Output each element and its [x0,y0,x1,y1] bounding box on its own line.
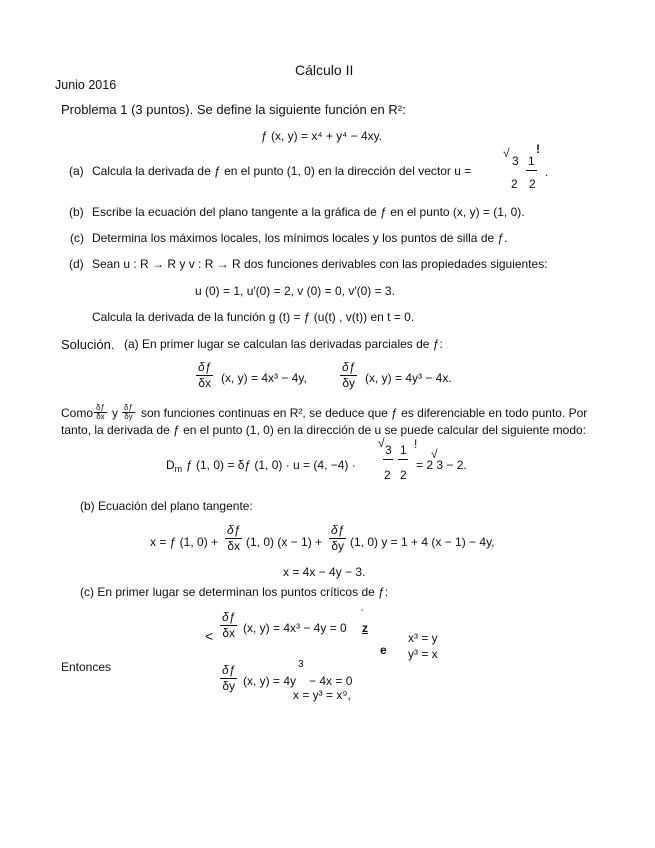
small-fx-den: δx [96,412,105,422]
para1-y: y [112,406,118,420]
system-eq-2: y³ = x [408,647,438,661]
partial-fy-fraction [340,361,357,389]
problem-heading: Problema 1 (3 puntos). Se define la siguiente función en R²: [61,102,406,117]
critical-fy-fraction [220,664,237,692]
para1-como: Como [61,406,94,420]
directional-bottom-a: 2 [384,468,391,482]
part-c-label: (c) [70,231,84,245]
critical-fy-value: (x, y) = 4y [243,674,297,688]
part-b-text: Escribe la ecuación del plano tangente a la gráfica de ƒ en el punto (x, y) = (1, 0). [92,205,525,219]
system-brace: < [205,628,214,644]
partial-fx-fraction [196,361,213,389]
part-b-label: (b) [69,205,84,219]
small-fy-den: δy [124,412,133,422]
directional-sqrt-sign: √ [378,436,385,450]
directional-bottom-b: 2 [400,468,407,482]
solution-b-heading: (b) Ecuación del plano tangente: [80,499,253,513]
solution-c-heading: (c) En primer lugar se determinan los puntos críticos de ƒ: [80,585,389,599]
critical-fx-num: δƒ [222,610,236,624]
tangent-fy-fraction [329,524,346,552]
vector-bottom-b: 2 [529,177,536,191]
function-definition: ƒ (x, y) = x⁴ + y⁴ − 4xy. [261,129,383,143]
directional-top-a: 3 [385,443,392,457]
partial-fy-num: δƒ [342,360,356,374]
vector-end-period: . [545,165,549,179]
solution-intro: (a) En primer lugar se calculan las derivadas parciales de ƒ: [124,337,443,351]
partial-fy-den: δy [342,375,356,390]
tangent-mid: (1, 0) (x − 1) + [246,535,323,549]
vector-top-a: 3 [512,154,519,168]
directional-d: D [166,458,175,472]
directional-bar-a [383,459,393,460]
para1-line2: tanto, la derivada de ƒ en el punto (1, 0) en la dirección de u se puede calcular del siguiente modo: [61,423,587,437]
tangent-fx-den: δx [227,538,241,553]
critical-mark-e: e [380,643,387,657]
tangent-fy-den: δy [331,538,345,553]
part-d-task: Calcula la derivada de la función g (t) = ƒ (u(t) , v(t)) en t = 0. [92,310,415,324]
part-a-label: (a) [69,164,84,178]
directional-paren-mark: ! [414,437,418,451]
tangent-end: (1, 0) y = 1 + 4 (x − 1) − 4y, [350,535,495,549]
vector-sqrt-sign: √ [503,146,510,160]
para1-line1-rest: son funciones continuas en R², se deduce que ƒ es diferenciable en todo punto. Por [141,406,588,420]
small-fy-num: δƒ [124,403,133,412]
system-eq-1: x³ = y [408,631,438,645]
solution-heading: Solución. [61,337,115,352]
critical-fy-superscript: 3 [298,659,304,670]
tangent-fy-num: δƒ [331,523,345,537]
critical-fx-den: δx [222,625,236,640]
vector-bottom-a: 2 [511,177,518,191]
small-fy-fraction [122,404,135,422]
part-d-conditions: u (0) = 1, u′(0) = 2, v (0) = 0, v′(0) = 3. [195,284,395,298]
directional-expression: ƒ (1, 0) = δƒ (1, 0) · u = (4, −4) · [186,458,356,472]
partial-fx-value: (x, y) = 4x³ − 4y, [221,371,307,385]
directional-lhs [166,459,182,474]
small-fx-fraction [94,404,107,422]
tangent-fx-num: δƒ [227,523,241,537]
directional-bar-b [398,459,408,460]
critical-fx-fraction [220,611,237,639]
critical-mark-z: z [362,621,368,635]
critical-fy-end: − 4x = 0 [309,674,353,688]
critical-accent-mark: ´ [361,609,365,620]
exam-date: Junio 2016 [55,78,117,92]
vector-fraction-bar [526,170,537,171]
tangent-lhs: x = ƒ (1, 0) + [150,535,219,549]
entonces-label: Entonces [61,660,112,674]
tangent-line2: x = 4x − 4y − 3. [283,565,366,579]
critical-fx-value: (x, y) = 4x³ − 4y = 0 [243,621,347,635]
vector-paren-mark: ! [536,142,540,156]
tangent-fx-fraction [225,524,242,552]
result-sqrt-sign: √ [431,447,438,461]
critical-fy-den: δy [222,678,236,693]
small-fx-num: δƒ [96,403,105,412]
directional-sub: m [174,464,183,474]
document-title: Cálculo II [295,62,354,78]
part-c-text: Determina los máximos locales, los mínimos locales y los puntos de silla de ƒ. [92,231,508,245]
directional-top-b: 1 [400,443,407,457]
part-d-label: (d) [69,257,84,271]
directional-result: = 2 3 − 2. [416,458,467,472]
critical-fy-num: δƒ [222,663,236,677]
partial-fy-value: (x, y) = 4y³ − 4x. [365,371,452,385]
partial-fx-den: δx [198,375,212,390]
critical-last-line: x = y³ = x⁹, [293,688,351,702]
part-a-text: Calcula la derivada de ƒ en el punto (1, 0) en la dirección del vector u = [92,164,472,178]
partial-fx-num: δƒ [198,360,212,374]
vector-top-b: 1 [528,154,535,168]
part-d-text: Sean u : R → R y v : R → R dos funciones derivables con las propiedades siguientes: [92,257,548,271]
